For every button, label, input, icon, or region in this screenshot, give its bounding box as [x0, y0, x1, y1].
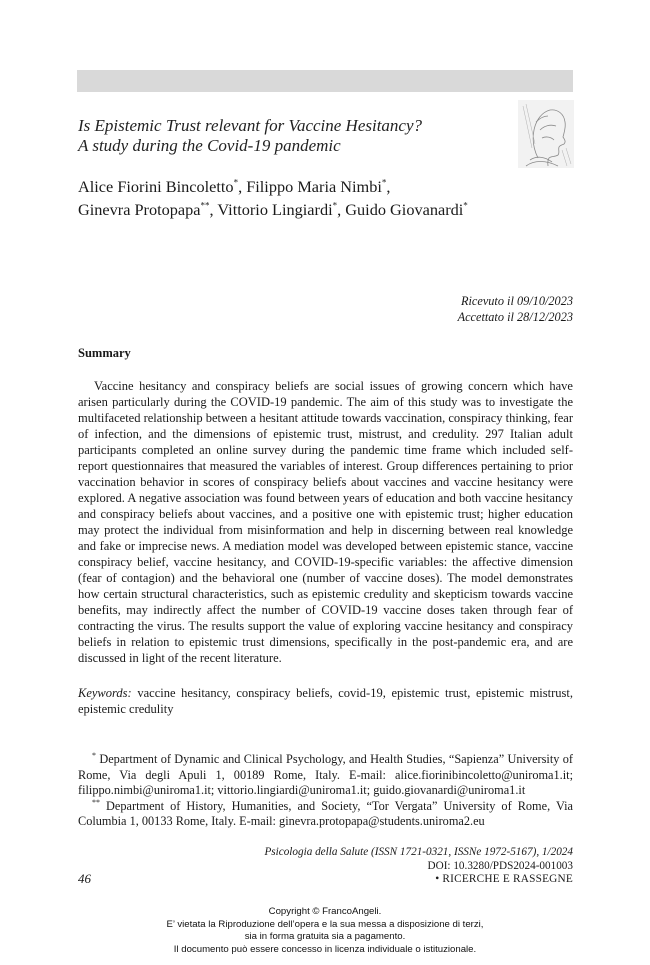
author-separator: , [337, 200, 346, 219]
author-line-1 [78, 175, 578, 198]
section-label: • RICERCHE E RASSEGNE [435, 873, 573, 885]
keywords-text: vaccine hesitancy, conspiracy beliefs, covid-19, epistemic trust, epistemic mistrust, epistemic credulity [78, 686, 573, 716]
summary-heading: Summary [78, 346, 131, 360]
footnote-text: Department of History, Humanities, and Society, “Tor Vergata” University of Rome, Via Columbia 1, 00133 Rome, Italy. E-mail: ginevra.protopapa@students.uniroma2.eu [78, 798, 573, 828]
page-number: 46 [78, 871, 91, 886]
summary-text: Vaccine hesitancy and conspiracy beliefs are social issues of growing concern which have arisen particularly during the COVID-19 pandemic. The aim of this study was to investigate the multifaceted relationship between a hesitant attitude towards vaccination, conspiracy thinking, fear of infection, and the dimensions of epistemic trust, mistrust, and credulity. 297 Italian adult participants completed an online survey during the pandemic time frame which included self-report questionnaires that measured the variables of interest. Group differences pertaining to prior vaccination behavior in scores of conspiracy beliefs about vaccines and vaccine hesitancy were explored. A negative association was found between years of education and both vaccine hesitancy and conspiracy beliefs about vaccines, and a positive one with epistemic trust; higher education may protect the individual from misinformation and help in discerning between real knowledge and fake or imprecise news. A mediation model was developed between epistemic stance, vaccine conspiracy belief, vaccine hesitancy, and COVID-19-specific variables: the affective dimension (fear of contagion) and the behavioral one (number of vaccine doses). The model demonstrates how certain structural characteristics, such as epistemic credulity and skepticism towards vaccine benefits, may indirectly affect the number of COVID-19 vaccine doses taken through fear of contracting the virus. The results support the value of exploring vaccine hesitancy and conspiracy beliefs in relation to epistemic trust dimensions, specifically in the post-pandemic era, and are discussed in light of the recent literature. [78, 379, 573, 665]
author-name: Vittorio Lingiardi [217, 200, 333, 219]
author-name: Filippo Maria Nimbi [246, 177, 382, 196]
copyright-line-1: Copyright © FrancoAngeli. [268, 906, 382, 917]
footnote-text: Department of Dynamic and Clinical Psychology, and Health Studies, “Sapienza” University of Rome, Via degli Apuli 1, 00189 Rome, Italy. E-mail: alice.fiorinibincoletto@uniroma1.it; filippo.nimbi@uniroma1.it; vittorio.lingiardi@uniroma1.it; guido.giovanardi@uniroma1.it [78, 752, 573, 797]
author-name: Ginevra Protopapa [78, 200, 201, 219]
accepted-date: Accettato il 28/12/2023 [457, 310, 573, 324]
article-title [78, 116, 498, 156]
copyright-notice [0, 906, 650, 956]
author-name: Alice Fiorini Bincoletto [78, 177, 234, 196]
author-separator: , [209, 200, 218, 219]
keywords [78, 685, 573, 717]
title-line-2: A study during the Covid-19 pandemic [78, 136, 341, 155]
author-separator: , [386, 177, 391, 196]
footnote-1 [78, 752, 573, 799]
journal-doi: DOI: 10.3280/PDS2024-001003 [427, 860, 573, 872]
title-line-1: Is Epistemic Trust relevant for Vaccine Hesitancy? [78, 116, 423, 135]
copyright-line-2: E’ vietata la Riproduzione dell’opera e la sua messa a disposizione di terzi, [166, 918, 484, 930]
affiliation-mark: ** [200, 200, 210, 211]
journal-portrait-emblem-icon [518, 100, 574, 168]
author-line-2 [78, 198, 578, 221]
received-date: Ricevuto il 09/10/2023 [460, 294, 573, 308]
affiliation-footnotes [78, 752, 573, 830]
author-list [78, 175, 578, 221]
author-separator: , [238, 177, 247, 196]
footnote-mark: * [92, 750, 96, 760]
affiliation-mark: * [381, 177, 387, 188]
journal-name: Psicologia della Salute (ISSN 1721-0321, ISSNe 1972-5167), 1/2024 [264, 846, 573, 858]
header-bar [77, 70, 573, 92]
keywords-label: Keywords: [78, 686, 132, 700]
footnote-mark: ** [92, 797, 100, 807]
affiliation-mark: * [332, 200, 338, 211]
copyright-line-3: sia in forma gratuita sia a pagamento. [244, 931, 406, 942]
copyright-line-4: Il documento può essere concesso in licenza individuale o istituzionale. [173, 943, 477, 955]
footnote-2 [78, 799, 573, 830]
submission-dates [458, 293, 573, 325]
author-name: Guido Giovanardi [345, 200, 464, 219]
journal-info [264, 845, 573, 873]
affiliation-mark: * [233, 177, 239, 188]
affiliation-mark: * [463, 200, 468, 211]
